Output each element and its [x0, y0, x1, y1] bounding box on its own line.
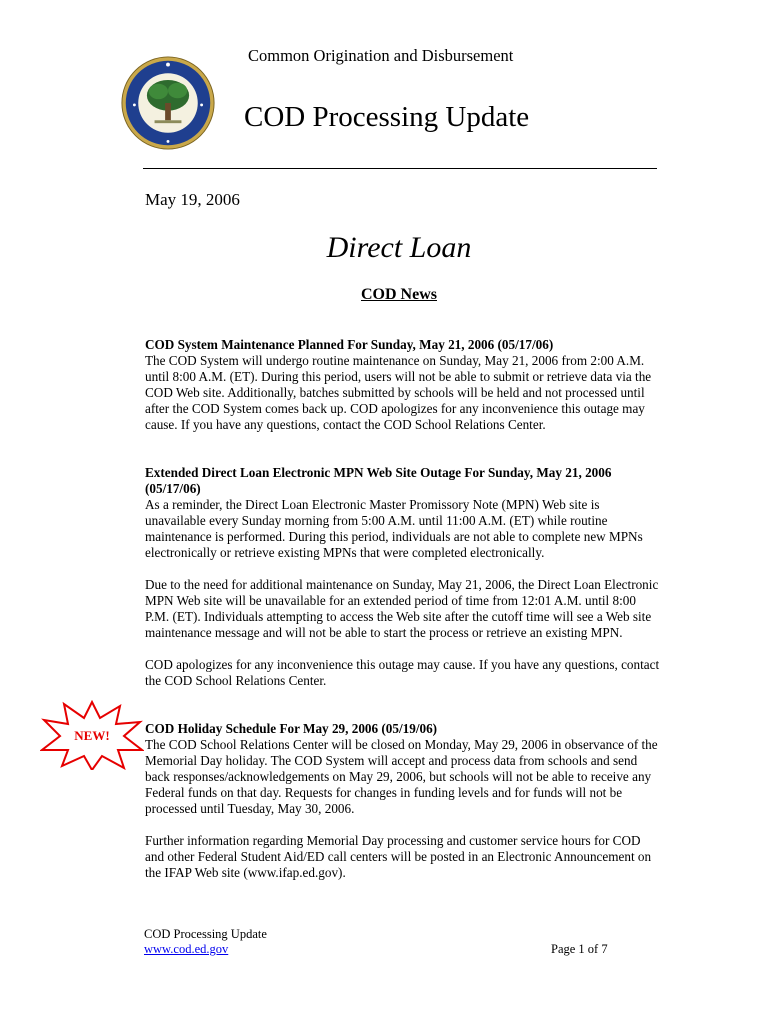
article-paragraph: Due to the need for additional maintenance on Sunday, May 21, 2006, the Direct Loan Electronic MPN Web site will be unavailable for an extended period of time from 12:01 A.M. until 8:00 P.M. (ET). Individuals attempting to access the Web site after the cutoff time will see a Web site maintenance message and will not be able to start the process or retrieve an existing MPN.: [145, 577, 659, 640]
article-heading: Extended Direct Loan Electronic MPN Web Site Outage For Sunday, May 21, 2006 (05/17/06): [145, 465, 612, 496]
header-divider: [143, 168, 657, 169]
article-paragraph: The COD System will undergo routine maintenance on Sunday, May 21, 2006 from 2:00 A.M. until 8:00 A.M. (ET). During this period, users will not be able to submit or retrieve data via the COD Web site. Additionally, batches submitted by schools will be held and not processed until after the COD System comes back up. COD apologizes for any inconvenience this outage may cause. If you have any questions, contact the COD School Relations Center.: [145, 353, 652, 432]
document-title: COD Processing Update: [244, 101, 530, 133]
section-title: Direct Loan: [326, 231, 472, 264]
footer-title: COD Processing Update: [144, 927, 267, 941]
page-number: Page 1 of 7: [551, 942, 608, 956]
department-of-education-seal-icon: [120, 55, 216, 151]
article-heading: COD System Maintenance Planned For Sunday, May 21, 2006 (05/17/06): [145, 337, 554, 352]
new-badge-icon: [40, 700, 144, 770]
footer-website-link[interactable]: www.cod.ed.gov: [144, 942, 229, 956]
header-subtitle: Common Origination and Disbursement: [248, 46, 514, 65]
publication-date: May 19, 2006: [145, 190, 240, 209]
article-heading: COD Holiday Schedule For May 29, 2006 (05/19/06): [145, 721, 438, 736]
article-paragraph: The COD School Relations Center will be closed on Monday, May 29, 2006 in observance of the Memorial Day holiday. The COD System will accept and process data from schools and send back responses/acknowledgements on May 29, 2006, but schools will not be able to receive any Federal funds on that day. Requests for changes in funding levels and for funds will not be processed until Tuesday, May 30, 2006.: [145, 737, 658, 816]
new-badge-label: NEW!: [74, 728, 110, 743]
article-holiday-schedule: [145, 721, 660, 897]
news-heading: COD News: [361, 286, 437, 303]
article-paragraph: Further information regarding Memorial Day processing and customer service hours for COD and other Federal Student Aid/ED call centers will be posted in an Electronic Announcement on the IFAP Web site (www.ifap.ed.gov).: [145, 833, 652, 880]
article-paragraph: COD apologizes for any inconvenience this outage may cause. If you have any questions, contact the COD School Relations Center.: [145, 657, 660, 688]
article-mpn-outage: [145, 465, 660, 705]
article-paragraph: As a reminder, the Direct Loan Electronic Master Promissory Note (MPN) Web site is unavailable every Sunday morning from 5:00 A.M. until 11:00 A.M. (ET) while routine maintenance is performed. During this period, individuals are not able to complete new MPNs electronically or retrieve existing MPNs that were completed electronically.: [145, 497, 643, 560]
article-maintenance: [145, 337, 660, 449]
